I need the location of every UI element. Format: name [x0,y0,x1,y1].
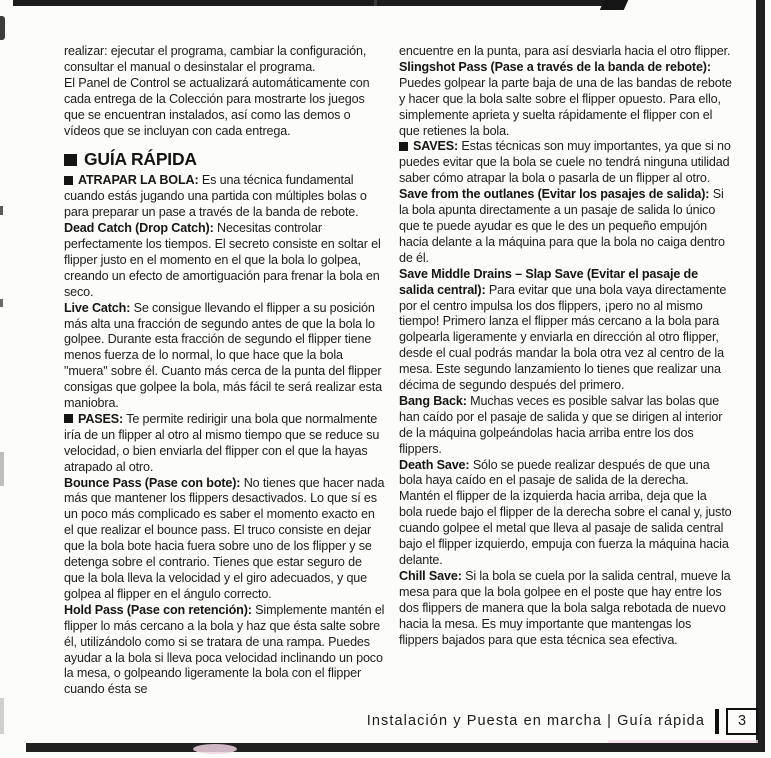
square-bullet-icon [64,176,73,185]
glossary-term: Chill Save: [399,568,462,583]
glossary-text: Puedes golpear la parte baja de una de las bandas de rebote y hacer que la bola salte sobre el flipper opuesto. Para ello, simplemente aprieta y suelta rápidamente el flipper con el que retienes la bola. [399,75,732,138]
glossary-text: Para evitar que una bola vaya directamente por el centro impulsa los dos flippers, ¡pero no al mismo tiempo! Primero lanza el flipper más cercano a la bola para golpearla ligeramente y enviarla en dirección al otro flipper, desde el cual podrás mandar la bola otra vez al centro de la mesa. Este segundo lanzamiento lo tienes que realizar una décima de segundo después del primero. [399,282,727,393]
paragraph: realizar: ejecutar el programa, cambiar la configuración, consultar el manual o desinstalar el programa. [64,44,367,74]
glossary-term: Bang Back: [399,393,467,408]
paragraph: encuentre en la punta, para así desviarla hacia el otro flipper. [399,44,731,58]
footer-breadcrumb: Instalación y Puesta en marcha | Guía rápida [366,713,705,729]
glossary-term: SAVES: [413,139,459,154]
scan-border-bottom [26,743,765,752]
glossary-text: Se consigue llevando el flipper a su posición más alta una fracción de segundo antes de que la bola lo golpee. Durante esta fracción de segundo el flipper tiene menos fuerza de lo normal, lo que hace que la bola "muera" sobre él. Cuanto más cerca de la punta del flipper consigas que golpee la bola, más fácil te será realizar esta maniobra. [64,300,382,411]
scan-border-top-notch [600,0,628,10]
footer-separator-bar [715,709,719,734]
glossary-text: Necesitas controlar perfectamente los tiempos. El secreto consiste en soltar el flipper justo en el momento en el que la bola lo golpea, creando un efecto de amortiguación para frenar la bola en seco. [64,221,381,299]
scan-speck [0,206,3,215]
glossary-term: Live Catch: [64,300,131,315]
glossary-term: PASES: [78,411,124,426]
section-heading [64,149,385,170]
glossary-term: Hold Pass (Pase con retención): [64,602,252,617]
glossary-entry [399,187,733,267]
glossary-text: Sólo se puede realizar después de que una bola haya caído en el pasaje de salida de la derecha. Mantén el flipper de la izquierda hacia arriba, deja que la bola ruede bajo el flipper de la derecha sobre el canal y, justo cuando golpee el metal que lleva al pasaje de salida central bajo el flipper izquierdo, empuja con fuerza la máquina hacia delante. [399,457,732,567]
scan-speck [0,698,4,734]
square-bullet-icon [64,414,73,423]
scan-smudge [608,740,758,743]
glossary-term: Save from the outlanes (Evitar los pasajes de salida): [399,187,710,202]
scan-speck [0,452,4,486]
glossary-entry [64,476,385,603]
glossary-entry [64,221,385,301]
glossary-entry [64,603,385,698]
glossary-term: Slingshot Pass (Pase a través de la banda de rebote): [399,59,711,74]
square-bullet-icon [64,154,77,166]
glossary-term: Bounce Pass (Pase con bote): [64,475,241,490]
glossary-section-entry [399,139,733,187]
page-number-box [726,708,758,735]
glossary-section-entry [64,412,385,476]
glossary-text: Es una técnica fundamental cuando estás jugando una partida con múltiples bolas o para preparar un pase a través de la banda de rebote. [64,173,367,220]
scan-border-top [13,0,609,6]
glossary-term: ATRAPAR LA BOLA: [78,173,199,188]
glossary-text: Si la bola se cuela por la salida central, mueve la mesa para que la bola golpee en el poste que hay entre los dos flippers de manera que la bola salga rebotada de nuevo hacia la mesa. Es muy importante que mantengas los flippers bajados para que esta técnica sea efectiva. [399,568,731,647]
glossary-entry [399,267,733,394]
glossary-entry [399,60,733,140]
glossary-text: Simplemente mantén el flipper lo más cercano a la bola y haz que ésta salte sobre él, utilizándolo como si se tratara de una rampa. Puedes ayudar a la bola si lleva poca velocidad inclinando un poco la mesa, o golpeando ligeramente la bola con el flipper cuando ésta se [64,602,385,697]
glossary-entry [399,569,733,649]
glossary-text: Estas técnicas son muy importantes, ya que si no puedes evitar que la bola se cuele no tendrá ninguna utilidad saber cómo atrapar la bola o pasarla de un flipper al otro. [399,139,731,186]
scan-smudge [193,744,237,754]
glossary-term: Save Middle Drains – Slap Save (Evitar el pasaje de salida central): [399,266,698,297]
scan-speck [0,299,3,307]
footer [367,706,758,736]
glossary-term: Death Save: [399,457,470,472]
scan-border-right [756,0,765,749]
glossary-entry [399,458,733,569]
page-number: 3 [737,713,747,729]
glossary-text: No tienes que hacer nada más que mantener los flippers desactivados. Lo que sí es un poco más complicado es saber el momento exacto en el que realizar el bounce pass. El truco consiste en dejar que la bola bote hacia fuera sobre uno de los flipper y se detenga sobre el contrario. Tienes que estar seguro de que la bola lleva la velocidad y el giro adecuados, y que golpea al flipper en el ángulo correcto. [64,475,385,601]
column-left [64,44,385,698]
glossary-entry [399,394,733,458]
glossary-entry [64,301,385,412]
glossary-text: Muchas veces es posible salvar las bolas que han caído por el pasaje de salida y que se dirigen al interior de la máquina golpeándolas hacia arriba entre los dos flippers. [399,393,723,456]
square-bullet-icon [399,142,408,151]
glossary-text: Si la bola apunta directamente a un pasaje de salida lo único que te puede ayudar es que le des un pequeño empujón hacia delante a la máquina para que la bola no caiga dentro de él. [399,187,725,265]
paragraph: El Panel de Control se actualizará automáticamente con cada entrega de la Colección para mostrarte los juegos que se encuentran instalados, así como las demos o vídeos que se incluyan con cada entrega. [64,75,370,138]
scan-speck [0,16,5,40]
glossary-term: Dead Catch (Drop Catch): [64,221,214,236]
glossary-section-entry [64,173,385,221]
column-right [399,44,733,648]
scan-artifact-tick [374,0,377,6]
glossary-text: Te permite redirigir una bola que normalmente iría de un flipper al otro al mismo tiempo que se reduce su velocidad, o bien enviarla del flipper con el que la hayas atrapado al otro. [64,411,380,474]
section-heading-text: GUÍA RÁPIDA [84,149,197,170]
